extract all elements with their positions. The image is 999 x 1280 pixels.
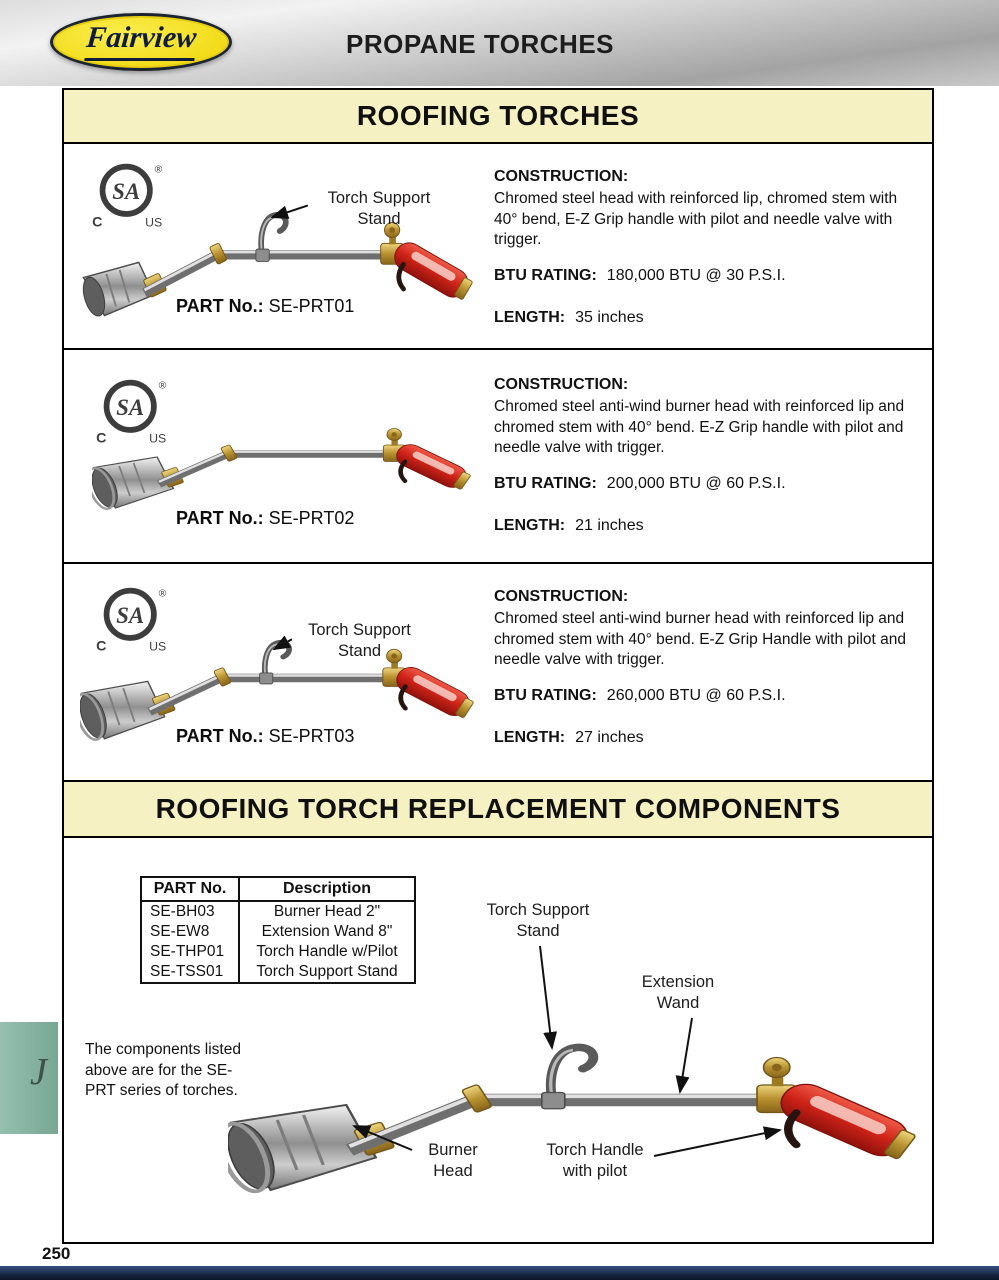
svg-text:®: ® — [154, 164, 163, 176]
table-row — [141, 962, 415, 983]
svg-text:®: ® — [158, 588, 167, 600]
part-no-cell: SE-THP01 — [141, 942, 239, 962]
section-index-tab — [0, 1022, 58, 1134]
part-no-cell: SE-EW8 — [141, 922, 239, 942]
product-specs — [494, 168, 924, 327]
btu-rating: BTU RATING: 260,000 BTU @ 60 P.S.I. — [494, 686, 786, 704]
table-header-row — [141, 877, 415, 901]
callout-torch-handle: Torch Handle with pilot — [546, 1141, 644, 1181]
svg-text:SA: SA — [116, 394, 145, 420]
callout-extension-wand: Extension Wand — [641, 973, 715, 1013]
catalog-frame — [62, 88, 934, 1244]
part-number: PART No.: SE-PRT01 — [176, 296, 355, 316]
page-title: PROPANE TORCHES — [345, 29, 615, 59]
part-number: PART No.: SE-PRT02 — [176, 508, 355, 528]
product-specs — [494, 376, 924, 535]
svg-text:C: C — [96, 430, 107, 447]
product-specs — [494, 588, 924, 747]
part-no-cell: SE-BH03 — [141, 901, 239, 922]
description-header: Description — [282, 880, 371, 897]
part-number: PART No.: SE-PRT03 — [176, 726, 355, 746]
svg-text:SA: SA — [116, 602, 145, 628]
construction-text: Chromed steel anti-wind burner head with reinforced lip and chromed stem with 40° bend. E-Z Grip handle with pilot and needle valve with trigger. — [494, 398, 905, 457]
btu-rating: BTU RATING: 180,000 BTU @ 30 P.S.I. — [494, 266, 786, 284]
replacement-parts-table — [140, 876, 416, 984]
construction-text: Chromed steel anti-wind burner head with reinforced lip and chromed stem with 40° bend. E-Z Grip Handle with pilot and needle valve with trigger. — [494, 610, 906, 669]
product-row-se-prt02 — [64, 350, 932, 564]
description-cell: Torch Support Stand — [256, 963, 398, 980]
svg-text:US: US — [149, 431, 167, 446]
length-spec: LENGTH: 27 inches — [494, 728, 644, 746]
footer-bar — [0, 1266, 999, 1280]
product-row-se-prt03 — [64, 564, 932, 782]
part-no-header: PART No. — [141, 877, 239, 901]
product-row-se-prt01 — [64, 144, 932, 350]
svg-text:C: C — [92, 214, 103, 231]
fairview-logo — [50, 13, 232, 71]
btu-rating: BTU RATING: 200,000 BTU @ 60 P.S.I. — [494, 474, 786, 492]
length-spec: LENGTH: 35 inches — [494, 308, 644, 326]
page-header — [0, 0, 999, 86]
callout-torch-support-stand: Torch Support Stand — [327, 189, 431, 229]
replacement-components-section — [64, 838, 932, 1232]
construction-label: CONSTRUCTION: — [494, 376, 629, 393]
brand-name: Fairview — [84, 23, 197, 61]
svg-text:®: ® — [158, 380, 167, 392]
callout-burner-head: Burner Head — [428, 1141, 478, 1181]
description-cell: Torch Handle w/Pilot — [256, 943, 398, 960]
callout-torch-support-stand: Torch Support Stand — [486, 901, 590, 941]
description-cell: Extension Wand 8" — [261, 923, 393, 940]
table-row — [141, 942, 415, 962]
svg-text:US: US — [149, 639, 167, 654]
svg-text:US: US — [145, 215, 163, 230]
page-number: 250 — [42, 1244, 71, 1263]
construction-label: CONSTRUCTION: — [494, 588, 629, 605]
length-spec: LENGTH: 21 inches — [494, 516, 644, 534]
construction-text: Chromed steel head with reinforced lip, chromed stem with 40° bend, E-Z Grip handle with pilot and needle valve with trigger. — [494, 190, 898, 249]
section-banner-replacement-components: ROOFING TORCH REPLACEMENT COMPONENTS — [64, 782, 932, 838]
components-note: The components listed above are for the SE-PRT series of torches. — [85, 1041, 241, 1100]
callout-torch-support-stand: Torch Support Stand — [308, 621, 411, 661]
svg-text:C: C — [96, 638, 107, 655]
torch-components-illustration — [228, 1020, 918, 1220]
part-no-cell: SE-TSS01 — [141, 962, 239, 983]
description-cell: Burner Head 2" — [273, 903, 381, 920]
section-banner-roofing-torches: ROOFING TORCHES — [64, 90, 932, 144]
construction-label: CONSTRUCTION: — [494, 168, 629, 185]
table-row — [141, 901, 415, 922]
svg-text:SA: SA — [112, 178, 141, 204]
section-letter: J — [30, 1051, 47, 1093]
table-row — [141, 922, 415, 942]
